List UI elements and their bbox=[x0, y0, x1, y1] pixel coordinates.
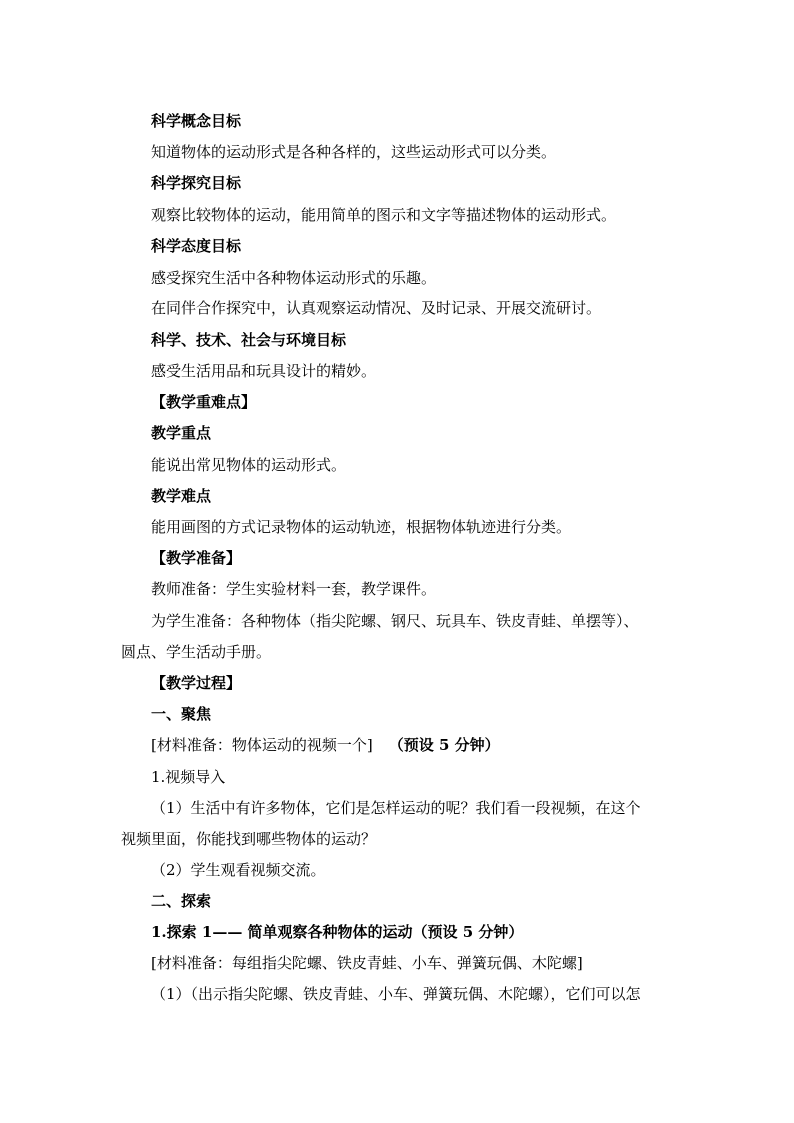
line-text: 为学生准备：各种物体（指尖陀螺、钢尺、玩具车、铁皮青蛙、单摆等）、 bbox=[151, 612, 639, 630]
text-line bbox=[151, 268, 436, 288]
text-line bbox=[121, 642, 271, 662]
heading-line bbox=[151, 891, 211, 911]
line-text: 科学概念目标 bbox=[151, 112, 242, 130]
text-line bbox=[151, 860, 326, 880]
line-text: 感受探究生活中各种物体运动形式的乐趣。 bbox=[151, 269, 437, 287]
text-line bbox=[151, 455, 346, 475]
text-line bbox=[151, 142, 556, 162]
line-text: 1.探索 1—— 简单观察各种物体的运动（预设 5 分钟） bbox=[151, 923, 524, 941]
line-text: 视频里面，你能找到哪些物体的运动？ bbox=[121, 830, 377, 848]
line-text: 【教学重难点】 bbox=[151, 393, 257, 411]
heading-line bbox=[151, 236, 241, 256]
heading-line bbox=[151, 423, 211, 443]
text-line bbox=[151, 298, 601, 318]
line-text: 科学、技术、社会与环境目标 bbox=[151, 331, 347, 349]
heading-line bbox=[151, 486, 211, 506]
text-line bbox=[121, 829, 376, 849]
text-line bbox=[151, 205, 616, 225]
line-text: 【教学过程】 bbox=[151, 674, 242, 692]
text-line bbox=[151, 361, 376, 381]
line-text: 教师准备：学生实验材料一套，教学课件。 bbox=[151, 580, 437, 598]
heading-line bbox=[151, 922, 523, 942]
heading-line bbox=[151, 330, 346, 350]
text-line bbox=[151, 767, 225, 787]
line-text: 科学探究目标 bbox=[151, 174, 242, 192]
text-line bbox=[151, 984, 641, 1004]
line-text: （1）生活中有许多物体，它们是怎样运动的呢？我们看一段视频，在这个 bbox=[151, 799, 641, 817]
line-text: （1）（出示指尖陀螺、铁皮青蛙、小车、弹簧玩偶、木陀螺），它们可以怎 bbox=[151, 985, 641, 1003]
line-text: 在同伴合作探究中，认真观察运动情况、及时记录、开展交流研讨。 bbox=[151, 299, 602, 317]
line-text: 能用画图的方式记录物体的运动轨迹，根据物体轨迹进行分类。 bbox=[151, 518, 572, 536]
heading-line bbox=[151, 673, 241, 693]
heading-line bbox=[151, 392, 256, 412]
text-line bbox=[151, 953, 583, 973]
text-line bbox=[151, 798, 641, 818]
heading-line bbox=[151, 173, 241, 193]
line-text: 科学态度目标 bbox=[151, 237, 242, 255]
text-line bbox=[151, 579, 436, 599]
heading-line bbox=[151, 111, 241, 131]
heading-line bbox=[151, 548, 241, 568]
line-text: （2）学生观看视频交流。 bbox=[151, 861, 326, 879]
line-text: 【教学准备】 bbox=[151, 549, 242, 567]
line-text: 二、探索 bbox=[151, 892, 212, 910]
line-text: [材料准备：每组指尖陀螺、铁皮青蛙、小车、弹簧玩偶、木陀螺] bbox=[151, 954, 583, 972]
heading-line bbox=[151, 704, 211, 724]
line-text: 教学重点 bbox=[151, 424, 212, 442]
line-text: 感受生活用品和玩具设计的精妙。 bbox=[151, 362, 377, 380]
line-text: 知道物体的运动形式是各种各样的，这些运动形式可以分类。 bbox=[151, 143, 557, 161]
text-line bbox=[151, 611, 639, 631]
line-text: 1.视频导入 bbox=[151, 768, 226, 786]
text-line bbox=[151, 735, 500, 755]
text-line bbox=[151, 517, 571, 537]
line-text: 教学难点 bbox=[151, 487, 212, 505]
line-text: 圆点、学生活动手册。 bbox=[121, 643, 272, 661]
line-tail-bold: （预设 5 分钟） bbox=[388, 736, 500, 754]
line-text: 观察比较物体的运动，能用简单的图示和文字等描述物体的运动形式。 bbox=[151, 206, 617, 224]
line-text: 一、聚焦 bbox=[151, 705, 212, 723]
line-text: [材料准备：物体运动的视频一个] bbox=[151, 736, 373, 754]
line-text: 能说出常见物体的运动形式。 bbox=[151, 456, 347, 474]
